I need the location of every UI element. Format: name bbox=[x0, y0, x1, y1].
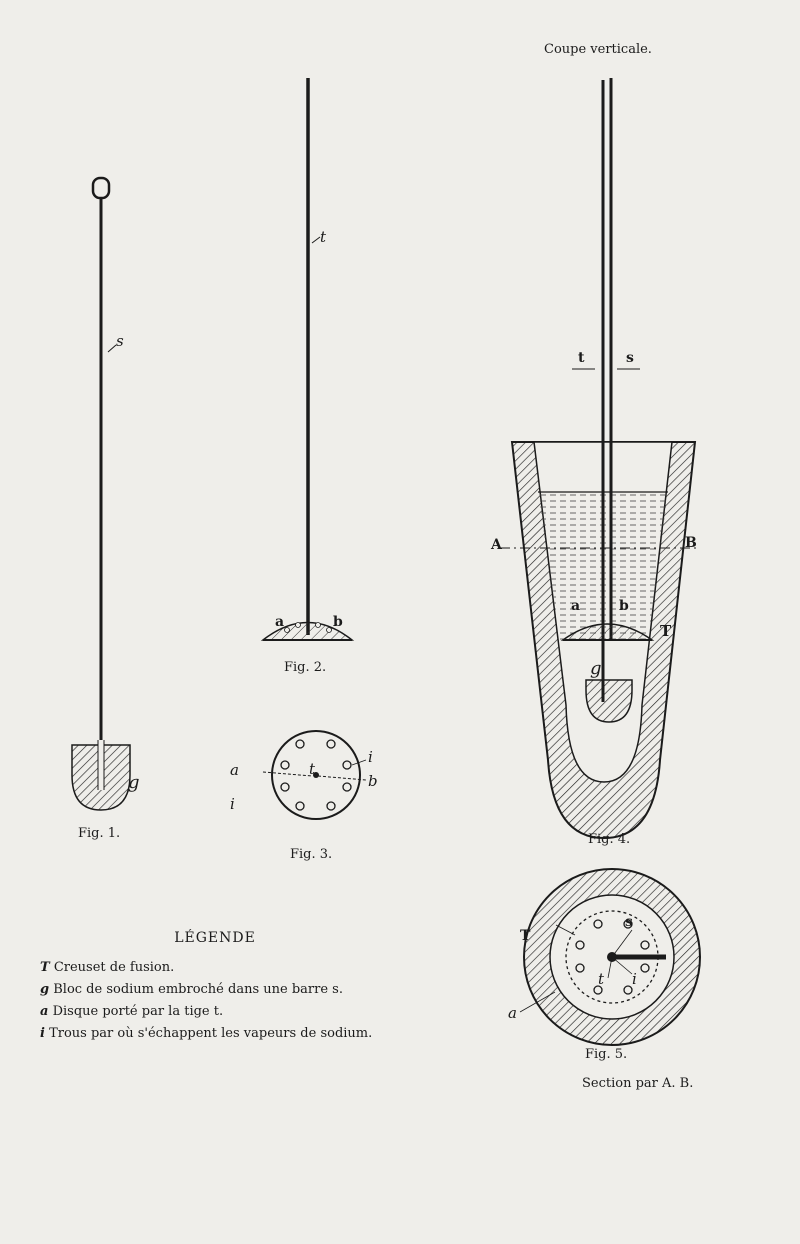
fig1-caption: Fig. 1. bbox=[78, 826, 121, 841]
fig5-label-i: i bbox=[632, 970, 637, 988]
fig1-label-g: g bbox=[128, 772, 140, 793]
legend-item bbox=[40, 1004, 460, 1019]
fig5-label-t: t bbox=[598, 970, 605, 988]
legend-text: Disque porté par la tige t. bbox=[52, 1004, 224, 1019]
legend-item bbox=[40, 1026, 460, 1041]
fig2-rod-with-disk bbox=[263, 78, 352, 640]
fig5-subcaption: Section par A. B. bbox=[582, 1076, 694, 1091]
legend-item bbox=[40, 982, 460, 997]
fig4-label-g: g bbox=[590, 658, 602, 679]
legend-title: LÉGENDE bbox=[174, 930, 256, 946]
legend-text: Trous par où s'échappent les vapeurs de sodium. bbox=[49, 1026, 373, 1041]
fig4-label-T: T bbox=[660, 622, 672, 640]
fig3-label-i-right: i bbox=[368, 748, 373, 766]
legend bbox=[40, 930, 460, 1048]
fig2-label-t: t bbox=[320, 228, 327, 246]
legend-symbol: a bbox=[40, 1004, 49, 1019]
fig3-label-i-left: i bbox=[230, 795, 235, 813]
fig4-label-A: A bbox=[491, 537, 502, 553]
fig4-caption: Fig. 4. bbox=[588, 832, 631, 847]
legend-text: Creuset de fusion. bbox=[53, 960, 175, 975]
fig5-label-T: T bbox=[520, 928, 531, 944]
fig4-label-b: b bbox=[619, 598, 629, 614]
fig3-caption: Fig. 3. bbox=[290, 847, 333, 862]
fig4-label-t: t bbox=[578, 350, 585, 366]
fig5-caption: Fig. 5. bbox=[585, 1047, 628, 1062]
fig2-caption: Fig. 2. bbox=[284, 660, 327, 675]
fig4-label-B: B bbox=[685, 535, 697, 551]
fig5-horizontal-section bbox=[520, 869, 700, 1045]
legend-symbol: T bbox=[40, 960, 50, 975]
fig3-label-a: a bbox=[230, 761, 239, 779]
legend-text: Bloc de sodium embroché dans une barre s. bbox=[53, 982, 343, 997]
page-title: Coupe verticale. bbox=[544, 42, 652, 57]
fig5-label-s: s bbox=[625, 914, 633, 930]
fig4-label-a: a bbox=[571, 598, 581, 614]
legend-symbol: i bbox=[40, 1026, 45, 1041]
fig2-label-a: a bbox=[275, 614, 285, 630]
fig1-label-s: s bbox=[116, 332, 124, 350]
fig2-label-b: b bbox=[333, 614, 343, 630]
legend-symbol: g bbox=[40, 982, 50, 997]
fig3-label-b: b bbox=[368, 772, 378, 790]
fig1-sodium-bar bbox=[72, 178, 130, 810]
fig4-vertical-section bbox=[500, 78, 700, 838]
legend-item bbox=[40, 960, 460, 975]
fig3-label-t: t bbox=[309, 760, 316, 778]
fig5-label-a: a bbox=[508, 1004, 517, 1022]
fig4-label-s: s bbox=[626, 350, 634, 366]
